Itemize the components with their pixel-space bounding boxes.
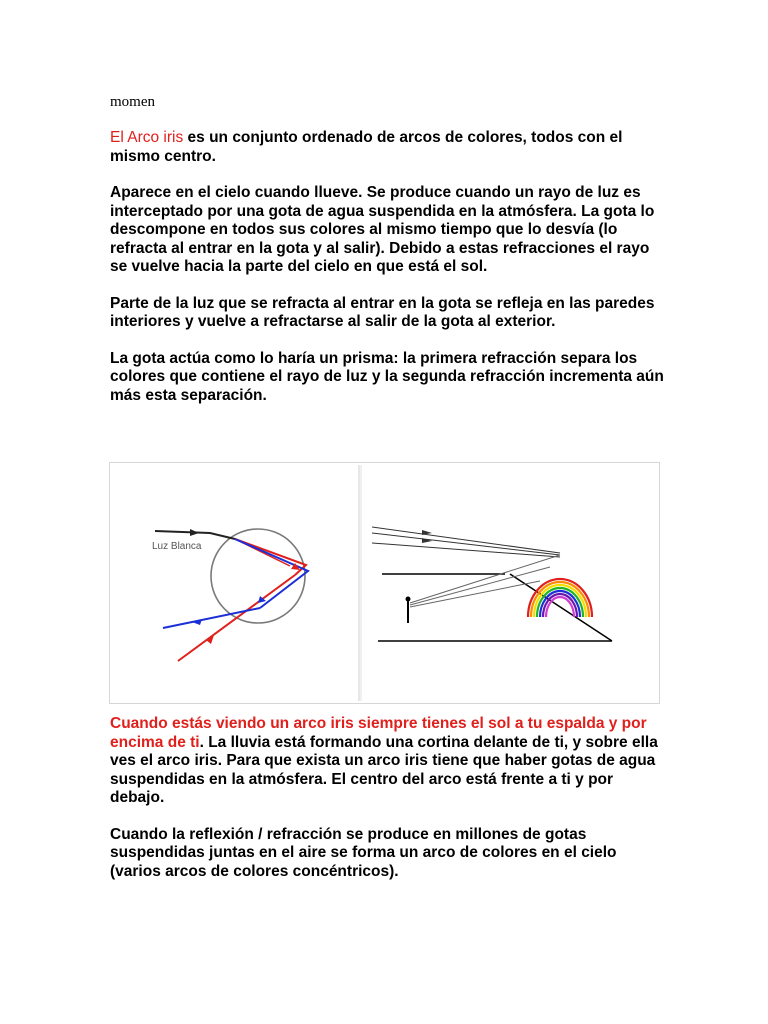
blue-ray-exit <box>163 608 260 628</box>
rainbow-figure <box>109 462 660 704</box>
paragraph-text: . La lluvia está formando una cortina delante de ti, y sobre ella ves el arco iris. Para que exista un arco iris tiene que haber gotas de agua suspendidas en la atmósfera. El centro del arco está frente a ti y por debajo. <box>110 733 658 806</box>
arrow-head <box>422 538 432 543</box>
paragraph-prism: La gota actúa como lo haría un prisma: la primera refracción separa los colores que contiene el rayo de luz y la segunda refracción incrementa aún más esta separación. <box>110 349 664 404</box>
document-page <box>110 92 670 423</box>
highlight-sun-behind: Cuando estás viendo un arco iris siempre tienes el sol a tu espalda y por encima de ti <box>110 715 647 751</box>
droplet-panel <box>152 529 308 661</box>
highlight-el-arco-iris: El Arco iris <box>110 129 184 146</box>
paragraph-millions-drops: Cuando la reflexión / refracción se produce en millones de gotas suspendidas juntas en el aire se forma un arco de colores en el cielo (varios arcos de colores concéntricos). <box>110 825 617 880</box>
rainbow-arcs <box>528 579 592 617</box>
sun-ray <box>372 527 560 553</box>
observer-head <box>406 597 411 602</box>
paragraph-rainbow-definition <box>110 129 670 166</box>
rainbow-diagram <box>110 463 659 703</box>
header-word: momen <box>110 94 155 110</box>
observer-panel <box>372 527 612 641</box>
sun-ray <box>372 543 560 557</box>
label-white-light: Luz Blanca <box>152 541 202 552</box>
sun-ray <box>372 533 560 555</box>
document-continuation <box>110 715 670 899</box>
paragraph-text: es un conjunto ordenado de arcos de colores, todos con el mismo centro. <box>110 129 623 165</box>
paragraph-observer <box>110 715 670 808</box>
paragraph-appearance: Aparece en el cielo cuando llueve. Se produce cuando un rayo de luz es interceptado por una gota de agua suspendida en la atmósfera. La gota lo descompone en todos sus colores al mismo tiempo que lo desvía (lo refracta al entrar en la gota y al salir). Debido a estas refracciones el rayo se vuelve hacia la parte del cielo en que está el sol. <box>110 184 655 275</box>
arrow-head <box>190 529 199 536</box>
arrow-head <box>192 619 202 625</box>
sight-line <box>410 581 540 607</box>
paragraph-reflection: Parte de la luz que se refracta al entrar en la gota se refleja en las paredes interiores y vuelve a refractarse al salir de la gota al exterior. <box>110 294 655 330</box>
